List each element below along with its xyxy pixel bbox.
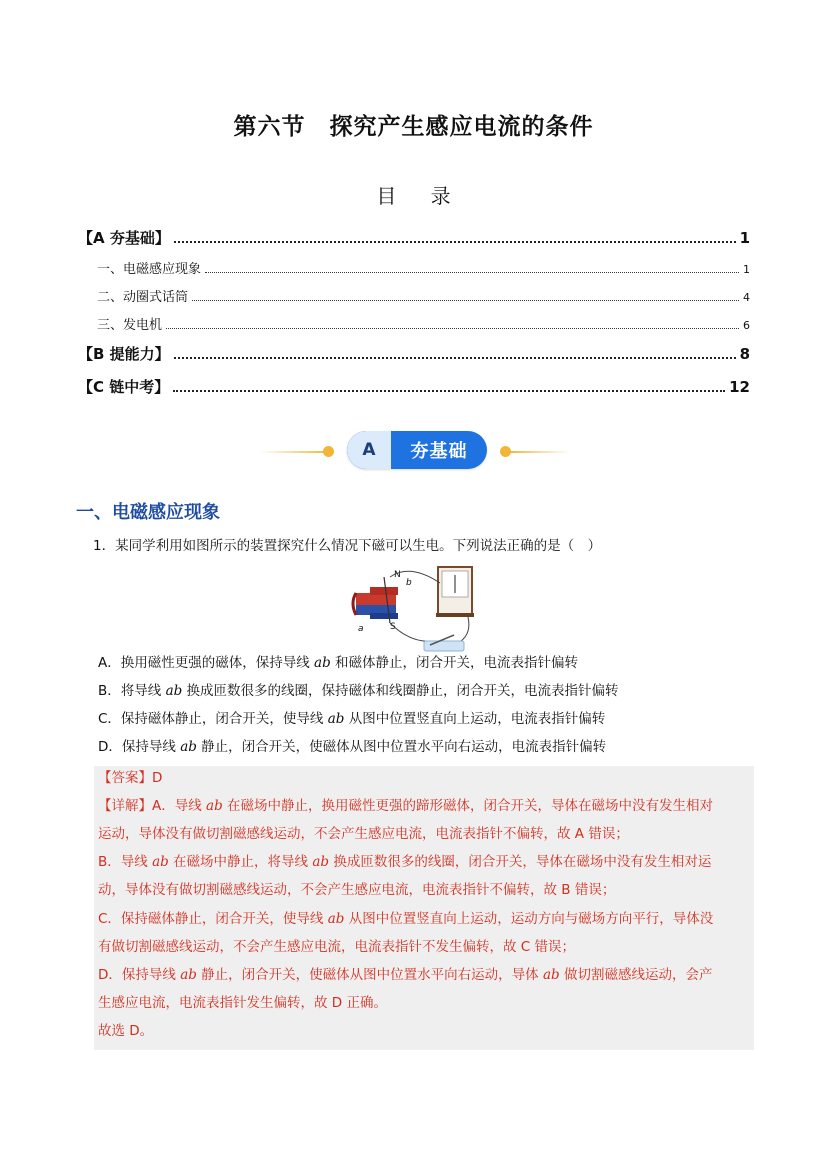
option-text: C．保持磁体静止，闭合开关，使导线: [98, 711, 328, 727]
label-b: b: [406, 578, 412, 588]
answer-detail-c1: C．保持磁体静止，闭合开关，使导线 ab 从图中位置竖直向上运动，运动方向与磁场方向平行，导体没: [98, 911, 714, 927]
page-title: 第六节 探究产生感应电流的条件: [233, 114, 594, 140]
answer-conclusion: 故选 D。: [98, 1023, 154, 1039]
answer-label: 【答案】D: [98, 770, 163, 786]
label-s: S: [390, 622, 396, 632]
toc-page-number: 6: [743, 319, 750, 332]
answer-detail-b2: 动，导体没有做切割磁感线运动，不会产生感应电流，电流表指针不偏转，故 B 错误；: [98, 882, 616, 898]
option-text: 和磁体静止，闭合开关，电流表指针偏转: [330, 655, 579, 671]
option-b: [98, 681, 758, 701]
galvanometer-base: [436, 613, 474, 617]
banner-dot-left: [323, 446, 334, 457]
wire-bottom: [390, 623, 432, 641]
toc-entry-label: 【C 链中考】: [78, 378, 170, 396]
toc-entry[interactable]: [78, 227, 750, 248]
section-banner: [260, 430, 570, 470]
toc-heading: 目 录: [376, 184, 465, 208]
toc-page-number: 1: [739, 229, 750, 247]
toc-entry-label: 一、电磁感应现象: [97, 262, 202, 277]
toc-entry-label: 二、动圈式话筒: [97, 290, 189, 305]
magnet-pole-s: [370, 613, 398, 619]
toc-leader-dots: [166, 320, 739, 329]
option-a: [98, 653, 758, 673]
answer-detail-a1: 【详解】A．导线 ab 在磁场中静止，换用磁性更强的蹄形磁体，闭合开关，导体在磁场中没有发生相对: [98, 798, 714, 814]
answer-detail-a2: 运动，导体没有做切割磁感线运动，不会产生感应电流，电流表指针不偏转，故 A 错误；: [98, 826, 629, 842]
banner-line-right: [508, 451, 570, 453]
option-text: 换成匝数很多的线圈，保持磁体和线圈静止，闭合开关，电流表指针偏转: [182, 683, 619, 699]
option-var: ab: [180, 739, 197, 755]
toc-page-number: 4: [743, 291, 750, 304]
question-number: 1．: [93, 538, 116, 554]
label-n: N: [394, 570, 401, 580]
toc-page-number: 12: [729, 378, 750, 396]
option-var: ab: [327, 711, 345, 727]
option-text: 从图中位置竖直向上运动，电流表指针偏转: [344, 711, 606, 727]
banner-pill: [347, 431, 487, 469]
toc-page-number: 1: [743, 263, 750, 276]
magnet-bend: [353, 593, 356, 615]
answer-detail-d1: D．保持导线 ab 静止，闭合开关，使磁体从图中位置水平向右运动，导体 ab 做切割磁感线运动，会产: [98, 967, 713, 983]
answer-detail-d2: 生感应电流，电流表指针发生偏转，故 D 正确。: [98, 995, 387, 1011]
toc-entry-label: 【A 夯基础】: [78, 229, 170, 247]
toc-entry[interactable]: [78, 343, 750, 364]
switch-base: [424, 641, 464, 651]
toc-page-number: 8: [739, 345, 750, 363]
wire-right: [458, 617, 469, 643]
section-heading: 一、电磁感应现象: [76, 502, 220, 523]
toc-entry-label: 【B 提能力】: [78, 345, 170, 363]
toc-entry[interactable]: [97, 258, 750, 277]
toc-leader-dots: [192, 292, 739, 301]
answer-detail-b1: B．导线 ab 在磁场中静止，将导线 ab 换成匝数很多的线圈，闭合开关，导体在磁场中没有发生相对运: [98, 854, 712, 870]
toc-entry-label: 三、发电机: [97, 318, 163, 333]
option-var: ab: [314, 655, 331, 671]
option-var: ab: [165, 683, 183, 699]
option-d: [98, 737, 758, 757]
toc-leader-dots: [174, 348, 736, 359]
banner-text: 夯基础: [410, 441, 468, 462]
toc-leader-dots: [174, 232, 736, 243]
experiment-figure: [350, 563, 478, 655]
toc-entry[interactable]: [97, 314, 750, 333]
toc-leader-dots: [205, 264, 739, 273]
toc-leader-dots: [173, 381, 725, 392]
toc-entry[interactable]: [97, 286, 750, 305]
question-stem: [93, 536, 753, 556]
option-c: [98, 709, 758, 729]
toc-entry[interactable]: [78, 376, 750, 397]
option-text: 静止，闭合开关，使磁体从图中位置水平向右运动，电流表指针偏转: [196, 739, 607, 755]
option-text: D．保持导线: [98, 739, 181, 755]
option-text: B．将导线: [98, 683, 166, 699]
magnet-pole-n: [370, 587, 398, 595]
label-a: a: [358, 624, 364, 634]
question-text: 某同学利用如图所示的装置探究什么情况下磁可以生电。下列说法正确的是（ ）: [115, 538, 602, 554]
banner-line-left: [260, 451, 330, 453]
answer-detail-c2: 有做切割磁感线运动，不会产生感应电流，电流表指针不发生偏转，故 C 错误；: [98, 939, 576, 955]
banner-badge: A: [347, 431, 391, 469]
option-text: A．换用磁性更强的磁体，保持导线: [98, 655, 315, 671]
